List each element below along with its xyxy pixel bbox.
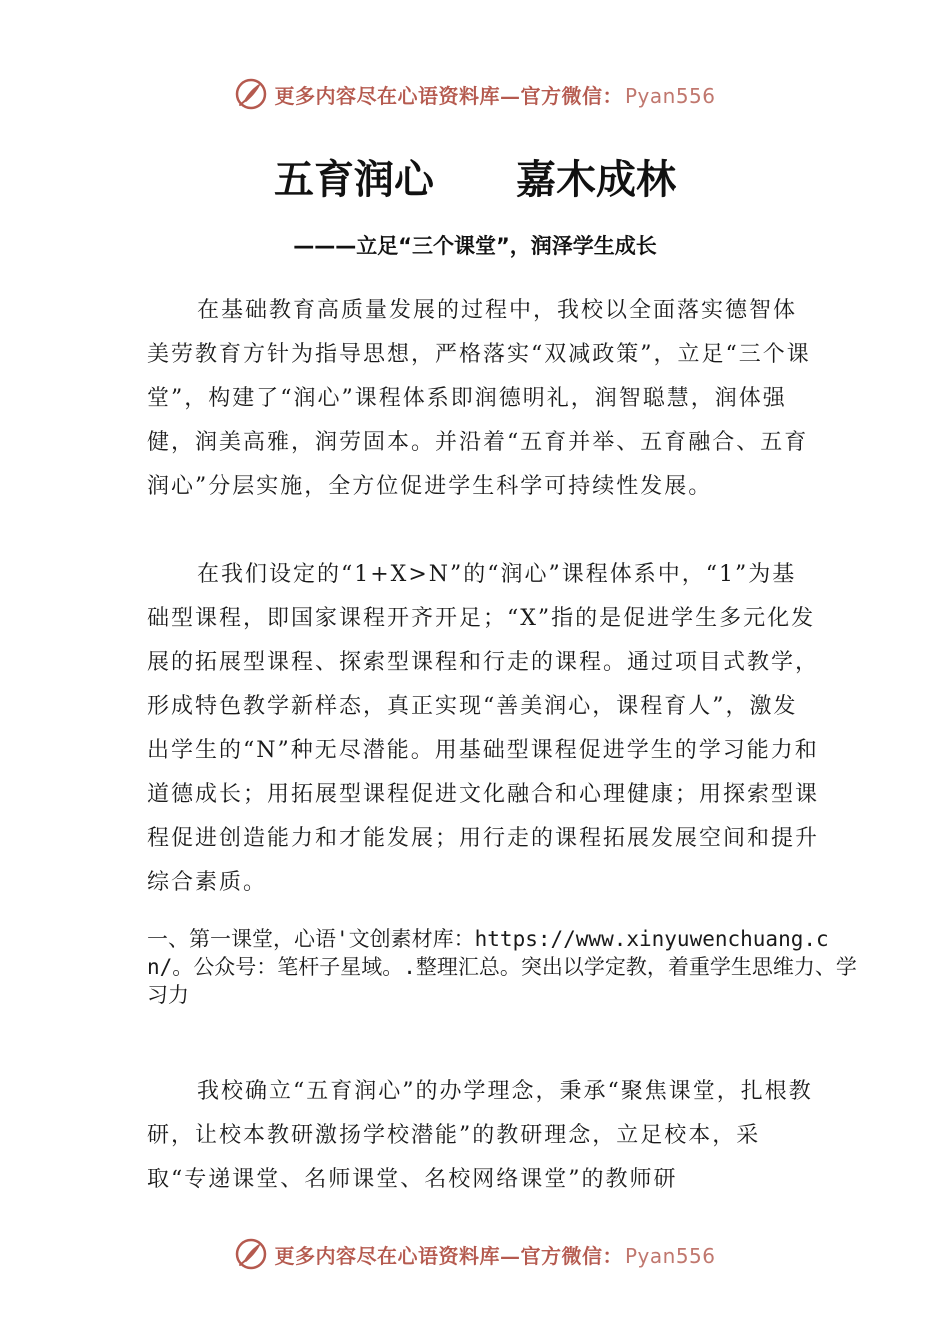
watermark-text: 更多内容尽在心语资料库—官方微信： Pyan556 bbox=[274, 1243, 716, 1268]
quill-logo-icon bbox=[234, 1237, 268, 1271]
wechat-handle: Pyan556 bbox=[624, 1243, 716, 1268]
quill-logo-icon bbox=[234, 77, 268, 111]
paragraph-3: 我校确立“五育润心”的办学理念，秉承“聚焦课堂，扎根教研，让校本教研激扬学校潜能”的教研理念，立足校本，采取“专递课堂、名师课堂、名校网络课堂”的教师研 bbox=[147, 1079, 813, 1192]
section-heading-1: 一、第一课堂，心语'文创素材库：https://www.xinyuwenchuang.cn/。公众号：笔杆子星域。.整理汇总。突出以学定教，着重学生思维力、学习力 bbox=[147, 927, 857, 1007]
watermark-text: 更多内容尽在心语资料库—官方微信： Pyan556 bbox=[274, 83, 716, 108]
page-subtitle: ———立足“三个课堂”，润泽学生成长 bbox=[293, 234, 657, 258]
title-part-2: 嘉木成林 bbox=[516, 157, 676, 203]
page-title bbox=[0, 148, 950, 205]
paragraph-2: 在我们设定的“1+X>N”的“润心”课程体系中，“1”为基础型课程，即国家课程开齐开足；“X”指的是促进学生多元化发展的拓展型课程、探索型课程和行走的课程。通过项目式教学，形成特色教学新样态，真正实现“善美润心，课程育人”，激发出学生的“N”种无尽潜能。用基础型课程促进学生的学习能力和道德成长；用拓展型课程促进文化融合和心理健康；用探索型课程促进创造能力和才能发展；用行走的课程拓展发展空间和提升综合素质。 bbox=[147, 562, 820, 895]
title-part-1: 五育润心 bbox=[274, 157, 434, 203]
header-watermark-banner bbox=[0, 72, 950, 116]
footer-watermark-banner bbox=[0, 1232, 950, 1276]
paragraph-1: 在基础教育高质量发展的过程中，我校以全面落实德智体美劳教育方针为指导思想，严格落实“双减政策”，立足“三个课堂”，构建了“润心”课程体系即润德明礼，润智聪慧，润体强健，润美高雅，润劳固本。并沿着“五育并举、五育融合、五育润心”分层实施，全方位促进学生科学可持续性发展。 bbox=[147, 298, 811, 499]
wechat-handle: Pyan556 bbox=[624, 83, 716, 108]
